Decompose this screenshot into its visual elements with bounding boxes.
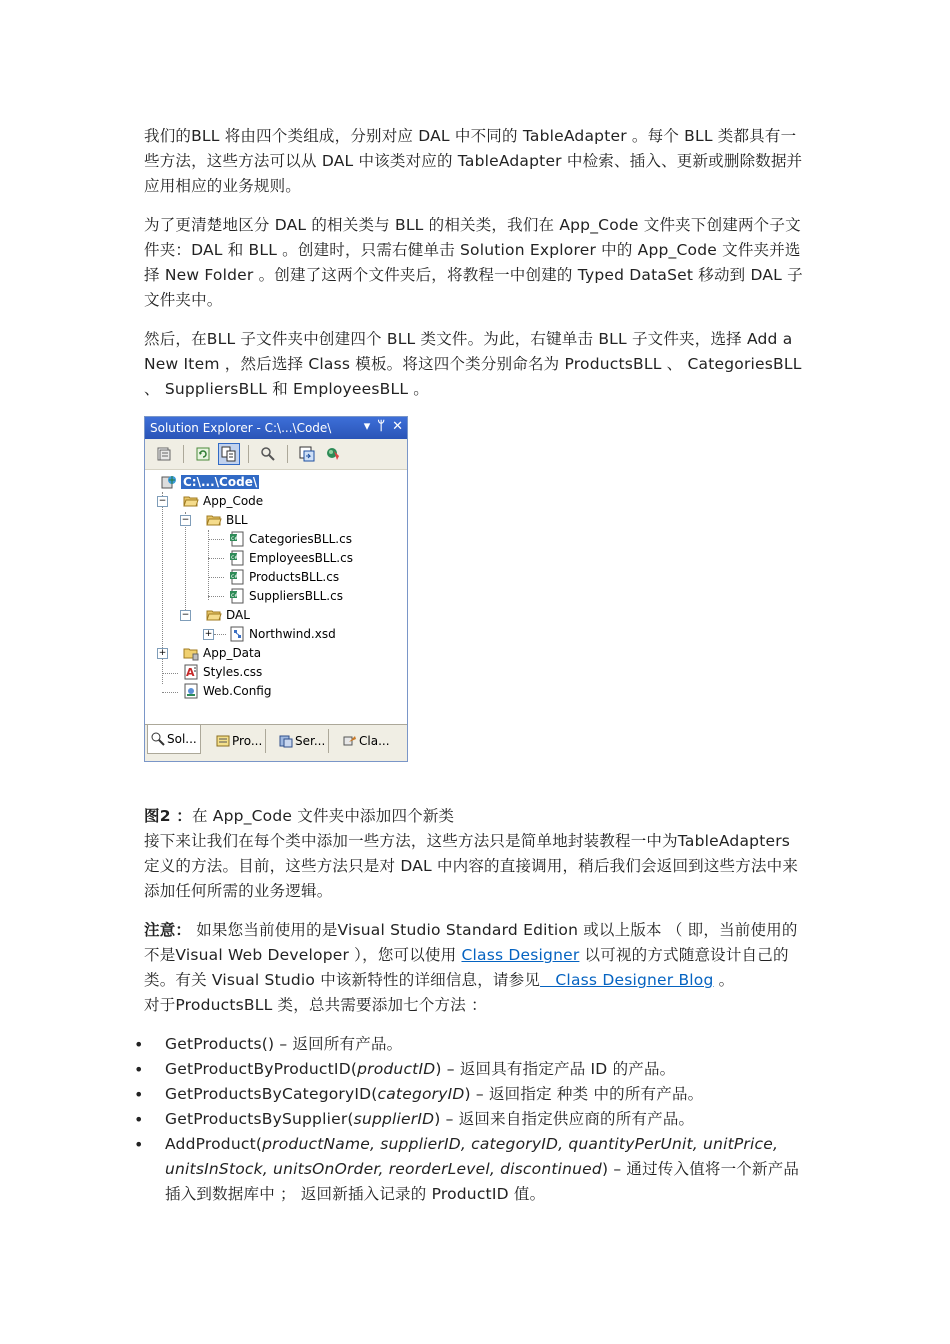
method-param: productID (357, 1060, 436, 1078)
list-item (144, 1082, 808, 1107)
method-param: supplierID (353, 1110, 435, 1128)
properties-icon (156, 446, 172, 462)
solution-explorer-title: Solution Explorer - C:\...\Code\ (150, 421, 332, 435)
method-name: GetProductsByCategoryID( (165, 1085, 378, 1103)
show-all-files-icon (221, 446, 237, 462)
open-folder-icon (183, 493, 199, 509)
nest-related-icon (260, 446, 276, 462)
dataset-file-icon (229, 626, 245, 642)
toolbar-separator (183, 445, 184, 463)
solution-explorer-title-bar (145, 417, 407, 439)
method-close: ) (434, 1110, 441, 1128)
caption-text: 在 App_Code 文件夹中添加四个新类 (191, 807, 455, 825)
figure-caption (144, 804, 808, 829)
tree-root-label: C:\...\Code\ (183, 474, 258, 489)
expand-toggle-icon[interactable]: + (158, 648, 167, 658)
note-text-b: 以可视的方式随意设计自己的类。有关 Visual Studio 中该新特性的详细信息，请参见 (144, 946, 789, 989)
note-paragraph (144, 918, 808, 993)
paragraph-2: 为了更清楚地区分 DAL 的相关类与 BLL 的相关类，我们在 App_Code 文件夹下创建两个子文件夹：DAL 和 BLL 。创建时，只需右健单击 Solution Explorer 中的 App_Code 文件夹并选择 New Folder 。创建了这两个文件夹后，将教程一中创建的 Typed DataSet 移动到 DAL 子文件夹中。 (144, 216, 803, 309)
csharp-file-icon (229, 569, 245, 585)
folder-icon (183, 645, 199, 661)
method-name: GetProductByProductID( (165, 1060, 358, 1078)
refresh-icon (195, 446, 211, 462)
close-icon[interactable]: ✕ (392, 419, 403, 434)
svg-text:c#: c# (231, 572, 240, 580)
copy-website-button[interactable] (296, 443, 318, 465)
tree-label: BLL (226, 512, 248, 527)
list-item (144, 1107, 808, 1132)
expand-toggle-icon[interactable]: + (204, 629, 213, 639)
dropdown-icon[interactable]: ▾ (363, 419, 371, 434)
solution-tree (145, 470, 407, 720)
tree-node-dal[interactable] (206, 605, 250, 624)
method-close: ) (601, 1160, 609, 1178)
list-item (144, 1032, 808, 1057)
csharp-file-icon (229, 550, 245, 566)
asp-config-icon (325, 446, 341, 462)
class-designer-blog-link[interactable]: Class Designer Blog (540, 971, 714, 989)
tree-node-employeesbll[interactable] (229, 548, 353, 567)
note-text-c: 。 (713, 971, 735, 989)
open-folder-icon (206, 512, 222, 528)
method-desc: – 通过传入值将一个新产品插入到数据库中 ； 返回新插入记录的 ProductID 值。 (165, 1160, 800, 1203)
csharp-file-icon (229, 588, 245, 604)
method-desc: – 返回来自指定供应商的所有产品。 (440, 1110, 695, 1128)
note-label: 注意： (144, 921, 192, 939)
solution-explorer-toolbar (145, 439, 407, 470)
svg-text:c#: c# (231, 553, 240, 561)
tree-node-categoriesbll[interactable] (229, 529, 352, 548)
tree-connector (208, 539, 224, 540)
svg-text:A: A (186, 665, 195, 679)
method-desc: – 返回具有指定产品 ID 的产品。 (441, 1060, 676, 1078)
caption-label: 图2 ： (144, 807, 192, 825)
website-icon (161, 474, 177, 490)
tab-label: Pro... (232, 734, 263, 748)
document-content (144, 124, 808, 1207)
solution-explorer-window (144, 416, 408, 762)
svg-text:c#: c# (231, 534, 240, 542)
tree-node-app-data[interactable] (183, 643, 261, 662)
method-desc: – 返回所有产品。 (274, 1035, 403, 1053)
tree-label: Northwind.xsd (249, 626, 336, 641)
tree-connector (185, 512, 186, 620)
method-list (144, 1032, 808, 1207)
list-item (144, 1057, 808, 1082)
collapse-toggle-icon[interactable]: − (181, 515, 190, 525)
tree-label: App_Data (203, 645, 262, 660)
tree-node-bll[interactable] (206, 510, 248, 529)
svg-text:c#: c# (231, 591, 240, 599)
paragraph-4: 接下来让我们在每个类中添加一些方法，这些方法只是简单地封装教程一中为TableAdapters 定义的方法。目前，这些方法只是对 DAL 中内容的直接调用，稍后我们会返回到这些方法中来添加任何所需的业务逻辑。 (144, 832, 799, 900)
properties-tab-icon (216, 734, 230, 748)
method-param: productName, supplierID, categoryID, quantityPerUnit, unitPrice, unitsInStock, unitsOnOrder, reorderLevel, discontinued (165, 1135, 779, 1178)
config-file-icon (183, 683, 199, 699)
method-close: ) (464, 1085, 471, 1103)
show-all-files-button[interactable] (218, 443, 240, 465)
nest-related-files-button[interactable] (257, 443, 279, 465)
tree-label: ProductsBLL.cs (249, 569, 340, 584)
tree-label: SuppliersBLL.cs (249, 588, 343, 603)
tree-connector (162, 673, 178, 674)
tree-label: CategoriesBLL.cs (249, 531, 352, 546)
copy-website-icon (299, 446, 315, 462)
tree-label: Web.Config (203, 683, 272, 698)
tree-node-web-config[interactable] (183, 681, 271, 700)
tab-class-view[interactable] (340, 729, 393, 753)
toolbar-separator (248, 445, 249, 463)
toolbar-separator (287, 445, 288, 463)
properties-button[interactable] (153, 443, 175, 465)
tree-connector (208, 558, 224, 559)
tree-node-app-code[interactable] (183, 491, 263, 510)
tree-label: Styles.css (203, 664, 263, 679)
refresh-button[interactable] (192, 443, 214, 465)
collapse-toggle-icon[interactable]: − (158, 496, 167, 506)
tab-label: Ser... (295, 734, 326, 748)
tab-label: Sol... (167, 732, 197, 746)
method-name: AddProduct( (165, 1135, 263, 1153)
paragraph-3: 然后，在BLL 子文件夹中创建四个 BLL 类文件。为此，右键单击 BLL 子文件夹，选择 Add a New Item ，然后选择 Class 模板。将这四个类分别命名为 ProductsBLL 、 CategoriesBLL 、 SuppliersBLL 和 EmployeesBLL 。 (144, 330, 802, 398)
method-name: GetProductsBySupplier( (165, 1110, 354, 1128)
tab-properties[interactable] (213, 729, 266, 753)
tree-node-productsbll[interactable] (229, 567, 339, 586)
solution-explorer-icon (151, 732, 165, 746)
tree-connector (208, 596, 224, 597)
tree-connector (214, 634, 226, 635)
server-explorer-icon (279, 734, 293, 748)
tree-label: EmployeesBLL.cs (249, 550, 353, 565)
class-view-icon (343, 734, 357, 748)
paragraph-1: 我们的BLL 将由四个类组成，分别对应 DAL 中不同的 TableAdapter 。每个 BLL 类都具有一些方法，这些方法可以从 DAL 中该类对应的 TableAdapter 中检索、插入、更新或删除数据并应用相应的业务规则。 (144, 127, 803, 195)
tab-label: Cla... (359, 734, 390, 748)
tab-server-explorer[interactable] (276, 729, 329, 753)
tree-connector (208, 530, 209, 600)
tree-node-suppliersbll[interactable] (229, 586, 343, 605)
open-folder-icon (206, 607, 222, 623)
solution-explorer-tabs (145, 724, 407, 761)
method-close: ) (435, 1060, 442, 1078)
tree-connector (208, 577, 224, 578)
tree-node-northwind-xsd[interactable] (229, 624, 336, 643)
list-item (144, 1132, 808, 1207)
csharp-file-icon (229, 531, 245, 547)
method-name: GetProducts() (165, 1035, 275, 1053)
tree-label: DAL (226, 607, 250, 622)
css-file-icon (183, 664, 199, 680)
tab-solution-explorer[interactable] (147, 725, 201, 754)
method-desc: – 返回指定 种类 中的所有产品。 (470, 1085, 704, 1103)
tree-root-node[interactable] (161, 472, 259, 491)
tree-label: App_Code (203, 493, 264, 508)
tree-node-styles-css[interactable] (183, 662, 262, 681)
pin-icon[interactable]: ᛘ (377, 419, 386, 434)
asp-config-button[interactable] (322, 443, 344, 465)
collapse-toggle-icon[interactable]: − (181, 610, 190, 620)
class-designer-link[interactable]: Class Designer (461, 946, 580, 964)
paragraph-5: 对于ProductsBLL 类，总共需要添加七个方法 ： (144, 996, 487, 1014)
note-text-a: 如果您当前使用的是Visual Studio Standard Edition 或以上版本 （ 即，当前使用的不是Visual Web Developer ），您可以使用 (144, 921, 798, 964)
tree-connector (162, 692, 178, 693)
method-param: categoryID (377, 1085, 465, 1103)
